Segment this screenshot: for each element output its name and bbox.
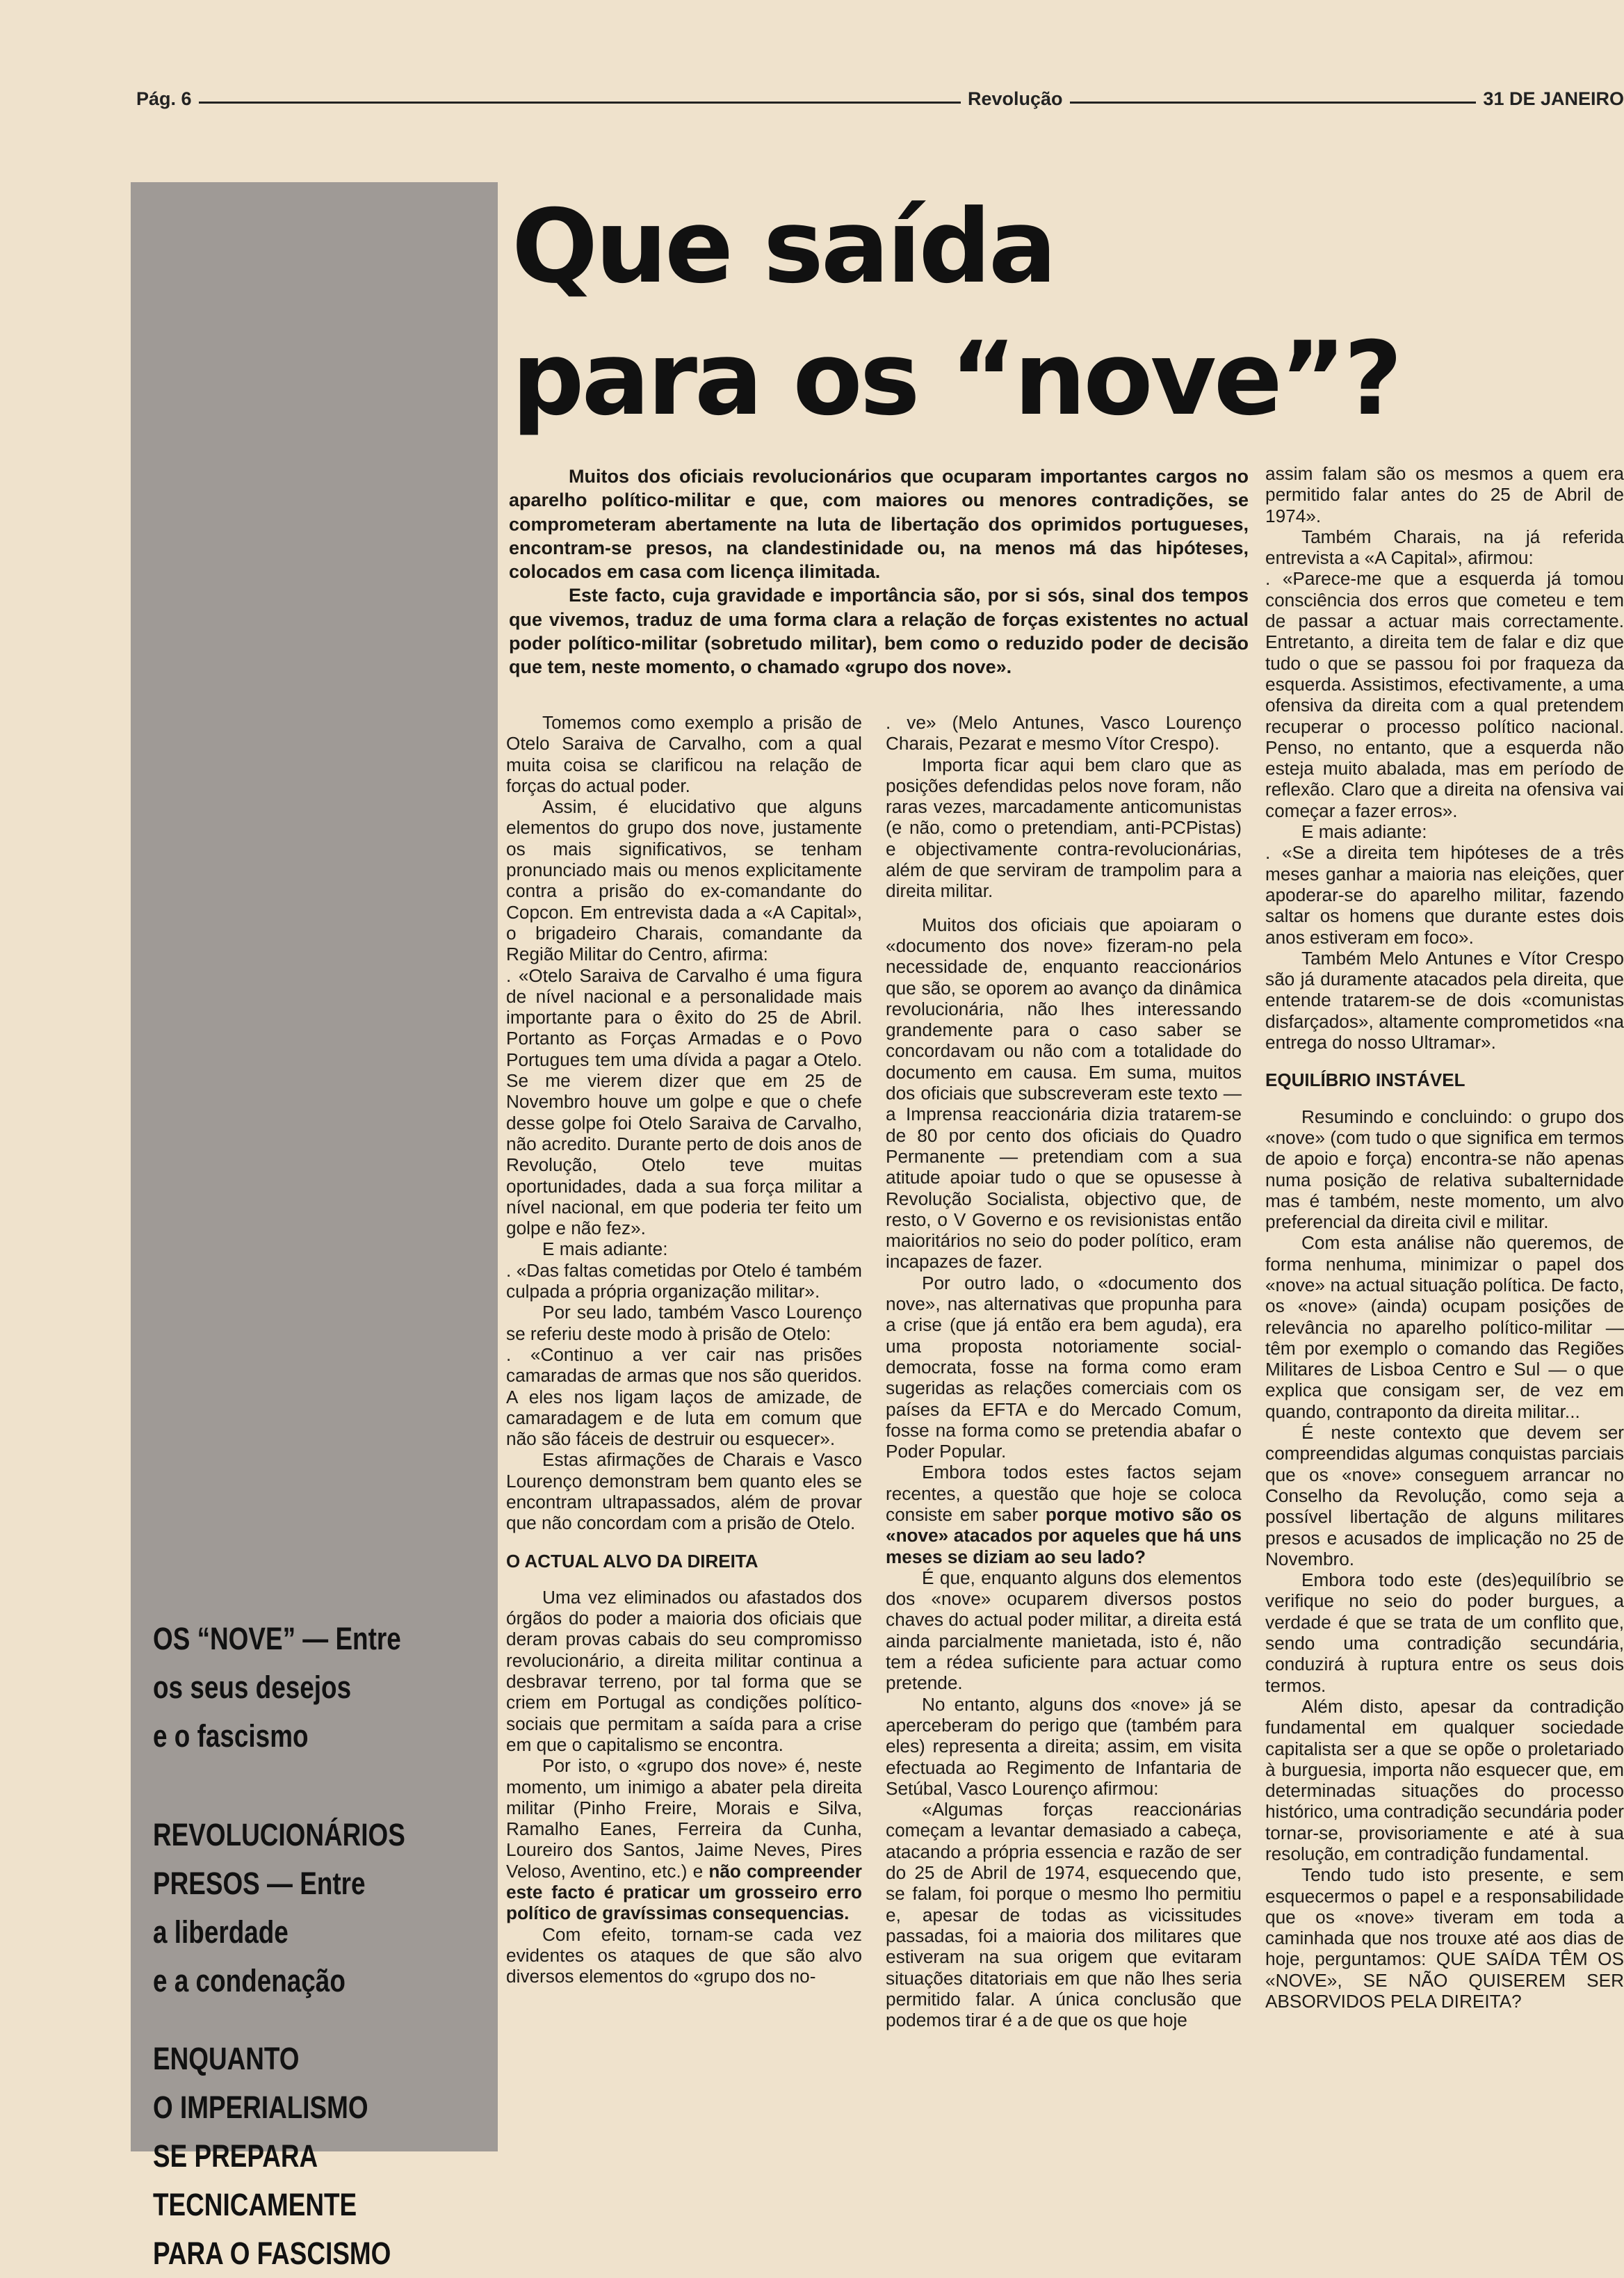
sidebar-line: PARA O FASCISMO — [153, 2236, 391, 2271]
paragraph: Tendo tudo isto presente, e sem esquecermos o papel e a responsabilidade que os «nove» tiveram em toda a caminhada que nos trouxe até aos dias de hoje, perguntamos: QUE SAÍDA TÊM OS «NOVE», SE NÃO QUISEREM SER ABSORVIDOS PELA DIREITA? — [1265, 1864, 1624, 2012]
paragraph — [506, 1755, 862, 1923]
paragraph: É que, enquanto alguns dos elementos dos «nove» ocuparem diversos postos chaves do actual poder militar, a direita está ainda parcialmente manietada, isto é, não tem a rédea suficiente para actuar como pretende. — [886, 1567, 1242, 1694]
article-column-1 — [506, 712, 862, 1987]
sidebar-line: os seus desejos — [153, 1670, 352, 1705]
paragraph: E mais adiante: — [542, 1238, 668, 1260]
sidebar-line: TECNICAMENTE — [153, 2187, 357, 2222]
paragraph: E mais adiante: — [1301, 821, 1427, 843]
section-heading: EQUILÍBRIO INSTÁVEL — [1265, 1069, 1465, 1091]
paragraph: Resumindo e concluindo: o grupo dos «nove» (com tudo o que significa em termos de apoio e força) encontra-se não apenas numa posição de relativa subalternidade mas é também, neste momento, um alvo preferencial da direita civil e militar. — [1265, 1106, 1624, 1233]
sidebar-headline-1 — [153, 1615, 427, 1761]
paragraph: . ve» (Melo Antunes, Vasco Lourenço Charais, Pezarat e mesmo Vítor Crespo). — [886, 712, 1242, 754]
section-heading: O ACTUAL ALVO DA DIREITA — [506, 1550, 758, 1572]
sidebar-headline-3 — [153, 2035, 427, 2278]
paragraph: Também Charais, na já referida entrevista a «A Capital», afirmou: — [1265, 526, 1624, 569]
quote: . «Das faltas cometidas por Otelo é também culpada a própria organização militar». — [506, 1260, 862, 1302]
newspaper-name: Revolução — [961, 86, 1070, 111]
headline-line-2: para os “nove”? — [512, 320, 1400, 438]
paragraph: É neste contexto que devem ser compreendidas algumas conquistas parciais que os «nove» conseguem arrancar no Conselho da Revolução, como seja a possível libertação de alguns militares presos e acusados de implicação no 25 de Novembro. — [1265, 1422, 1624, 1569]
sidebar-line: e a condenação — [153, 1963, 346, 1998]
sidebar-line: O IMPERIALISMO — [153, 2090, 368, 2125]
sidebar-line: e o fascismo — [153, 1718, 309, 1754]
page-header — [136, 86, 1624, 114]
sidebar-headline-2 — [153, 1811, 427, 2005]
sidebar-panel — [131, 182, 498, 2271]
quote: «Algumas forças reaccionárias começam a levantar demasiado a cabeça, atacando a própria essencia e razão de ser do 25 de Abril de 1974, esquecendo que, se falam, foi porque o mesmo lho permitiu e, apesar de todas as vicissitudes passadas, foi a maioria dos militares que estiveram na sua origem que evitaram situações ditatoriais em que não lhes seria permitido falar. A única conclusão que podemos tirar é a de que os que hoje — [886, 1799, 1242, 2031]
lead-paragraph — [509, 465, 1249, 679]
paragraph: Embora todo este (des)equilíbrio se verifique no seio do poder burgues, a verdade é que se trata de um conflito que, sendo uma contradição secundária, conduzirá à ruptura entre os seus dois termos. — [1265, 1569, 1624, 1696]
quote: . «Otelo Saraiva de Carvalho é uma figura de nível nacional e a personalidade mais importante para o êxito do 25 de Abril. Portanto as Forças Armadas e o Povo Portugues tem uma dívida a pagar a Otelo. Se me vierem dizer que em 25 de Novembro houve um golpe e que o chefe desse golpe foi Otelo Saraiva de Carvalho, não acredito. Durante perto de dois anos de Revolução, Otelo teve muitas oportunidades, dada a sua força militar a nível nacional, em que poderia ter feito um golpe e não fez». — [506, 965, 862, 1239]
paragraph: Uma vez eliminados ou afastados dos órgãos do poder a maioria dos oficiais que deram provas cabais do seu compromisso revolucionário, a direita militar continua a desbravar terreno, por tal forma que se criem em Portugal as condições político-sociais que permitam a saída para a crise em que o capitalismo se encontra. — [506, 1586, 862, 1755]
lead-text: Este facto, cuja gravidade e importância são, por si sós, sinal dos tempos que vivemos, traduz de uma forma clara a relação de forças existentes no actual poder político-militar (sobretudo militar), bem como o reduzido poder de decisão que tem, neste momento, o chamado «grupo dos nove». — [509, 585, 1249, 678]
sidebar-line: PRESOS — Entre — [153, 1866, 366, 1901]
article-column-3 — [1265, 463, 1624, 2012]
paragraph: No entanto, alguns dos «nove» já se aperceberam do perigo que (também para eles) representa a direita; assim, em visita efectuada ao Regimento de Infantaria de Setúbal, Vasco Lourenço afirmou: — [886, 1693, 1242, 1799]
paragraph: Tomemos como exemplo a prisão de Otelo Saraiva de Carvalho, com a qual muita coisa se clarificou na relação de forças do actual poder. — [506, 712, 862, 796]
sidebar-line: a liberdade — [153, 1914, 289, 1950]
header-rule — [136, 102, 1624, 104]
issue-date: 31 DE JANEIRO — [1476, 86, 1624, 111]
quote: . «Parece-me que a esquerda já tomou consciência dos erros que cometeu e tem de passar a actuar mais correctamente. Entretanto, a direita tem de falar e diz que tudo o que se passou foi por fraqueza da esquerda. Assistimos, efectivamente, a uma ofensiva da direita com a qual pretendem recuperar o processo político nacional. Penso, no entanto, que a esquerda não esteja muito abalada, mas em período de reflexão. Claro que a direita na ofensiva vai começar a fazer erros». — [1265, 568, 1624, 821]
sidebar-line: SE PREPARA — [153, 2138, 318, 2174]
paragraph — [886, 1462, 1242, 1567]
paragraph: Importa ficar aqui bem claro que as posições defendidas pelos nove foram, não raras vezes, marcadamente anticomunistas (e não, como o pretendiam, anti-PCPistas) e objectivamente contra-revolucionárias, além de que serviram de trampolim para a direita militar. — [886, 754, 1242, 902]
paragraph: Além disto, apesar da contradição fundamental em qualquer sociedade capitalista ser a que se opõe o proletariado à burguesia, importa não esquecer que, em determinadas situações do processo histórico, uma contradição secundária poder tornar-se, provisoriamente e até à sua resolução, em contradição fundamental. — [1265, 1695, 1624, 1864]
paragraph-text: Por isto, o «grupo dos nove» é, neste momento, um inimigo a abater pela direita militar (Pinho Freire, Morais e Silva, Ramalho Eanes, Ferreira da Cunha, Loureiro dos Santos, Jaime Neves, Pires Veloso, Aventino, etc.) e — [506, 1755, 862, 1882]
headline-line-1: Que saída — [512, 188, 1055, 306]
paragraph: Por outro lado, o «documento dos nove», nas alternativas que propunha para a crise (que já então era bem aguda), era uma proposta notoriamente social-democrata, fosse na forma como eram sugeridas as relações comerciais com os países da EFTA e do Mercado Comum, fosse na forma como se pretendia abafar o Poder Popular. — [886, 1272, 1242, 1462]
paragraph: Também Melo Antunes e Vítor Crespo são já duramente atacados pela direita, que entende tratarem-se de dois «comunistas disfarçados», altamente comprometidos «na entrega do nosso Ultramar». — [1265, 947, 1624, 1053]
article-column-2 — [886, 712, 1242, 2030]
lead-text: Muitos dos oficiais revolucionários que ocuparam importantes cargos no aparelho político-militar e que, com maiores ou menores contradições, se comprometeram abertamente na luta de libertação dos oprimidos portugueses, encontram-se presos, na clandestinidade ou, na menos má das hipóteses, colocados em casa com licença ilimitada. — [509, 466, 1249, 583]
paragraph: Muitos dos oficiais que apoiaram o «documento dos nove» fizeram-no pela necessidade de, enquanto reaccionários que são, se oporem ao avanço da dinâmica revolucionária, não lhes interessando grandemente para o caso saber se concordavam ou não com a totalidade do documento em causa. Em suma, muitos dos oficiais que subscreveram este texto — a Imprensa reaccionária dizia tratarem-se de 80 por cento dos oficiais do Quadro Permanente — pretendiam com a sua atitude apoiar tudo o que se opusesse à Revolução Socialista, objectivo que, de resto, o V Governo e os revisionistas então maioritários no seio do poder político, eram incapazes de fazer. — [886, 914, 1242, 1273]
sidebar-line: OS “NOVE” — Entre — [153, 1621, 401, 1656]
sidebar-line: ENQUANTO — [153, 2041, 300, 2076]
bold-emphasis: não compreender este facto é praticar um grosseiro erro político de gravíssimas consequencias. — [506, 1860, 862, 1924]
paragraph: Com efeito, tornam-se cada vez evidentes os ataques de que são alvo diversos elementos do «grupo dos no- — [506, 1923, 862, 1987]
page-number: Pág. 6 — [136, 86, 199, 111]
bold-emphasis: porque motivo são os «nove» atacados por aqueles que há uns meses se diziam ao seu lado? — [886, 1503, 1242, 1567]
paragraph: Por seu lado, também Vasco Lourenço se referiu deste modo à prisão de Otelo: — [506, 1302, 862, 1344]
paragraph-text: Embora todos estes factos sejam recentes, a questão que hoje se coloca consiste em saber — [886, 1462, 1242, 1525]
quote: . «Se a direita tem hipóteses de a três meses ganhar a maioria nas eleições, quer apoderar-se do aparelho militar, fazendo saltar os homens que durante estes dois anos estiveram em foco». — [1265, 842, 1624, 947]
quote: . «Continuo a ver cair nas prisões camaradas de armas que nos são queridos. A eles nos ligam laços de amizade, de camaradagem e de luta em comum que não são fáceis de destruir ou esquecer». — [506, 1344, 862, 1449]
paragraph: Assim, é elucidativo que alguns elementos do grupo dos nove, justamente os mais significativos, se tenham pronunciado mais ou menos explicitamente contra a prisão do ex-comandante do Copcon. Em entrevista dada a «A Capital», o brigadeiro Charais, comandante da Região Militar do Centro, afirma: — [506, 796, 862, 965]
paragraph: assim falam são os mesmos a quem era permitido falar antes do 25 de Abril de 1974». — [1265, 463, 1624, 526]
sidebar-line: REVOLUCIONÁRIOS — [153, 1817, 405, 1852]
paragraph: Com esta análise não queremos, de forma nenhuma, minimizar o papel dos «nove» na actual situação política. De facto, os «nove» (ainda) ocupam posições de relevância no aparelho político-militar — têm por exemplo o comando das Regiões Militares de Lisboa Centro e Sul — o que explica que consigam ser, de vez em quando, contraponto da direita militar... — [1265, 1232, 1624, 1422]
paragraph: Estas afirmações de Charais e Vasco Lourenço demonstram bem quanto eles se encontram ultrapassados, além de provar que não concordam com a prisão de Otelo. — [506, 1449, 862, 1534]
